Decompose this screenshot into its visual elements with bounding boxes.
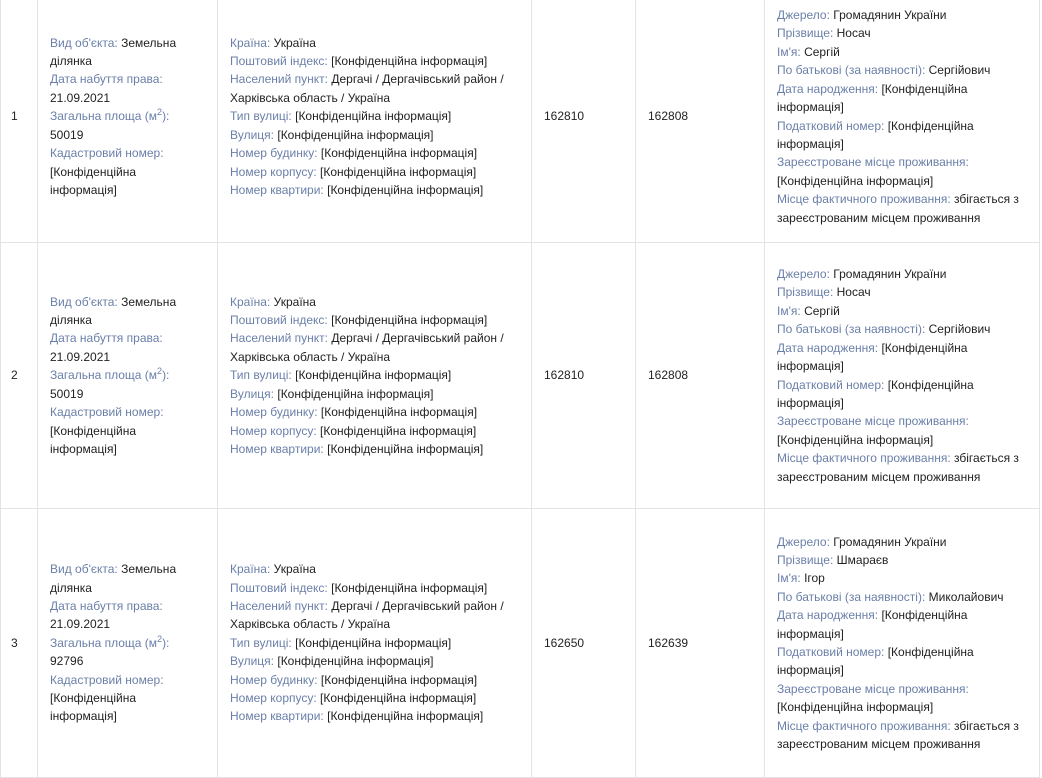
patronymic-value: Сергійович <box>928 322 991 337</box>
first-name-label: Ім'я: <box>777 44 801 59</box>
country-value: Україна <box>273 294 316 309</box>
tax-number-label: Податковий номер: <box>777 645 885 659</box>
building-value: [Конфіденційна інформація] <box>320 423 477 438</box>
birth-date-value: [Конфіденційна інформація] <box>777 608 968 641</box>
tax-number-value: [Конфіденційна інформація] <box>777 118 974 151</box>
city-value: Дергачі / Дергачівський район / Харківська область / Україна <box>230 598 504 632</box>
source-label: Джерело: <box>777 534 830 549</box>
acquisition-date-value: 21.09.2021 <box>50 617 111 632</box>
apartment-label: Номер квартири: <box>230 709 324 724</box>
area-label: Загальна площа $(м^2)$: <box>50 366 170 383</box>
actual-residence-label: Місце фактичного проживання: <box>777 451 951 466</box>
cadastral-value: [Конфіденційна інформація] <box>50 423 137 456</box>
acquisition-date-value: 21.09.2021 <box>50 90 111 105</box>
zip-value: [Конфіденційна інформація] <box>331 54 488 69</box>
record-id-cell: 162808 <box>636 0 765 243</box>
city-label: Населений пункт: <box>230 72 328 87</box>
table-row <box>1 509 1040 778</box>
street-value: [Конфіденційна інформація] <box>277 386 434 401</box>
surname-label: Прізвище: <box>777 285 834 300</box>
house-label: Номер будинку: <box>230 672 318 687</box>
country-label: Країна: <box>230 562 271 577</box>
registered-residence-value: [Конфіденційна інформація] <box>777 173 934 188</box>
area-label: Загальна площа $(м^2)$: <box>50 633 170 650</box>
apartment-value: [Конфіденційна інформація] <box>327 709 484 724</box>
owner-cell <box>765 0 1040 243</box>
zip-label: Поштовий індекс: <box>230 313 328 328</box>
actual-residence-value: збігається з зареєстрованим місцем проживання <box>777 718 1019 752</box>
street-type-label: Тип вулиці: <box>230 109 292 124</box>
area-value: 50019 <box>50 386 84 401</box>
building-value: [Конфіденційна інформація] <box>320 164 477 179</box>
actual-residence-label: Місце фактичного проживання: <box>777 192 951 207</box>
apartment-label: Номер квартири: <box>230 182 324 197</box>
acquisition-date-label: Дата набуття права: <box>50 598 163 613</box>
record-id-cell: 162639 <box>636 509 765 778</box>
object-type-value: Земельна ділянка <box>50 562 177 595</box>
street-type-value: [Конфіденційна інформація] <box>295 635 452 650</box>
country-label: Країна: <box>230 35 271 50</box>
zip-value: [Конфіденційна інформація] <box>331 313 488 328</box>
country-label: Країна: <box>230 294 271 309</box>
house-value: [Конфіденційна інформація] <box>320 146 478 161</box>
street-label: Вулиця: <box>230 386 275 401</box>
area-value: 92796 <box>50 654 84 669</box>
building-label: Номер корпусу: <box>230 164 317 179</box>
zip-value: [Конфіденційна інформація] <box>331 580 488 595</box>
building-label: Номер корпусу: <box>230 691 317 706</box>
record-id-cell: 162808 <box>636 243 765 509</box>
table-row <box>1 0 1040 243</box>
first-name-value: Сергій <box>804 303 840 318</box>
record-id-cell: 162810 <box>532 243 636 509</box>
cadastral-value: [Конфіденційна інформація] <box>50 691 137 724</box>
source-label: Джерело: <box>777 267 830 282</box>
cadastral-label: Кадастровий номер: <box>50 405 164 420</box>
owner-cell <box>765 509 1040 778</box>
registered-residence-label: Зареєстроване місце проживання: <box>777 414 969 429</box>
street-type-value: [Конфіденційна інформація] <box>295 109 452 124</box>
cadastral-label: Кадастровий номер: <box>50 146 164 161</box>
registered-residence-label: Зареєстроване місце проживання: <box>777 681 969 696</box>
acquisition-date-label: Дата набуття права: <box>50 72 163 87</box>
birth-date-value: [Конфіденційна інформація] <box>777 340 968 374</box>
surname-value: Носач <box>836 285 871 300</box>
object-cell <box>38 243 218 509</box>
patronymic-value: Миколайович <box>928 589 1004 604</box>
first-name-value: Сергій <box>804 44 840 59</box>
city-label: Населений пункт: <box>230 598 328 613</box>
patronymic-label: По батькові (за наявності): <box>777 322 926 337</box>
tax-number-value: [Конфіденційна інформація] <box>777 645 974 678</box>
birth-date-label: Дата народження: <box>777 340 879 355</box>
patronymic-label: По батькові (за наявності): <box>777 63 926 78</box>
first-name-label: Ім'я: <box>777 303 801 318</box>
house-label: Номер будинку: <box>230 146 318 161</box>
street-type-value: [Конфіденційна інформація] <box>295 368 452 383</box>
tax-number-label: Податковий номер: <box>777 377 885 392</box>
street-value: [Конфіденційна інформація] <box>277 127 434 142</box>
source-label: Джерело: <box>777 8 830 23</box>
apartment-label: Номер квартири: <box>230 441 324 456</box>
country-value: Україна <box>273 35 316 50</box>
building-label: Номер корпусу: <box>230 423 317 438</box>
area-label: Загальна площа $(м^2)$: <box>50 107 170 124</box>
actual-residence-value: збігається з зареєстрованим місцем проживання <box>777 451 1019 484</box>
cadastral-label: Кадастровий номер: <box>50 672 164 687</box>
source-value: Громадянин України <box>833 534 947 549</box>
object-type-label: Вид об'єкта: <box>50 35 118 50</box>
building-value: [Конфіденційна інформація] <box>320 691 477 706</box>
object-type-value: Земельна ділянка <box>50 35 177 69</box>
patronymic-value: Сергійович <box>928 63 991 78</box>
birth-date-label: Дата народження: <box>777 81 879 96</box>
table-row <box>1 243 1040 509</box>
object-type-label: Вид об'єкта: <box>50 294 118 309</box>
first-name-value: Ігор <box>804 571 825 586</box>
source-value: Громадянин України <box>833 267 947 282</box>
object-type-label: Вид об'єкта: <box>50 562 118 577</box>
record-id-cell: 162650 <box>532 509 636 778</box>
tax-number-value: [Конфіденційна інформація] <box>777 377 974 410</box>
source-value: Громадянин України <box>833 8 947 23</box>
zip-label: Поштовий індекс: <box>230 580 328 595</box>
country-value: Україна <box>273 562 316 577</box>
owner-cell <box>765 243 1040 509</box>
registered-residence-value: [Конфіденційна інформація] <box>777 700 934 715</box>
house-value: [Конфіденційна інформація] <box>320 405 478 420</box>
object-cell <box>38 509 218 778</box>
city-value: Дергачі / Дергачівський район / Харківська область / Україна <box>230 331 504 364</box>
object-cell <box>38 0 218 243</box>
surname-label: Прізвище: <box>777 552 834 567</box>
row-number: 3 <box>1 509 38 778</box>
city-label: Населений пункт: <box>230 331 328 346</box>
house-value: [Конфіденційна інформація] <box>320 672 478 687</box>
area-value: 50019 <box>50 127 84 142</box>
registered-residence-value: [Конфіденційна інформація] <box>777 432 934 447</box>
street-type-label: Тип вулиці: <box>230 635 292 650</box>
actual-residence-label: Місце фактичного проживання: <box>777 718 951 733</box>
object-type-value: Земельна ділянка <box>50 294 177 328</box>
birth-date-value: [Конфіденційна інформація] <box>777 81 968 115</box>
street-label: Вулиця: <box>230 654 275 669</box>
apartment-value: [Конфіденційна інформація] <box>327 182 484 197</box>
birth-date-label: Дата народження: <box>777 608 879 623</box>
acquisition-date-value: 21.09.2021 <box>50 349 111 364</box>
city-value: Дергачі / Дергачівський район / Харківська область / Україна <box>230 72 504 105</box>
street-label: Вулиця: <box>230 127 275 142</box>
surname-value: Шмараєв <box>836 552 889 567</box>
surname-label: Прізвище: <box>777 26 834 41</box>
apartment-value: [Конфіденційна інформація] <box>327 441 484 456</box>
registered-residence-label: Зареєстроване місце проживання: <box>777 155 969 170</box>
cadastral-value: [Конфіденційна інформація] <box>50 164 137 197</box>
row-number: 1 <box>1 0 38 243</box>
record-id-cell: 162810 <box>532 0 636 243</box>
street-value: [Конфіденційна інформація] <box>277 654 434 669</box>
house-label: Номер будинку: <box>230 405 318 420</box>
row-number: 2 <box>1 243 38 509</box>
actual-residence-value: збігається з зареєстрованим місцем проживання <box>777 192 1019 225</box>
patronymic-label: По батькові (за наявності): <box>777 589 926 604</box>
zip-label: Поштовий індекс: <box>230 54 328 69</box>
address-cell <box>218 509 532 778</box>
street-type-label: Тип вулиці: <box>230 368 292 383</box>
acquisition-date-label: Дата набуття права: <box>50 331 163 346</box>
surname-value: Носач <box>836 26 871 41</box>
address-cell <box>218 0 532 243</box>
address-cell <box>218 243 532 509</box>
first-name-label: Ім'я: <box>777 571 801 586</box>
tax-number-label: Податковий номер: <box>777 118 885 133</box>
